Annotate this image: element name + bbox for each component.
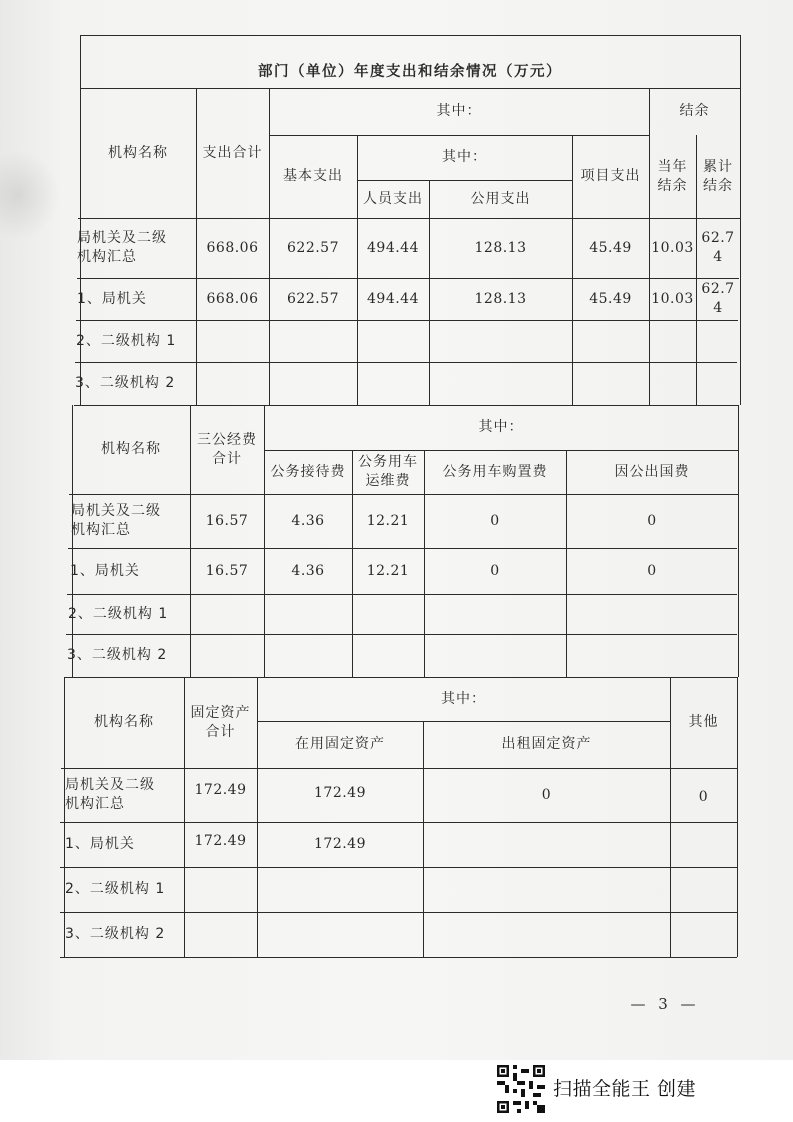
cell-leased: 0 [541,786,552,803]
row-name: 局机关及二级 机构汇总 [71,503,161,538]
header-vehicle-operation: 公务用车 运维费 [358,454,418,489]
cell-in-use: 172.49 [314,784,366,801]
header-public: 公用支出 [470,190,531,207]
cell-total: 16.57 [205,562,249,579]
header-org-name: 机构名称 [94,714,154,730]
cell-public: 128.13 [474,290,527,307]
header-of-which: 其中： [478,419,524,435]
row-name: 3、二级机构 2 [67,647,168,663]
cell-total: 668.06 [206,290,259,307]
cell-vehicle-purchase: 0 [490,562,500,579]
header-surplus: 结余 [679,103,710,119]
paper-crease-shadow [0,150,60,240]
row-name: 3、二级机构 2 [75,375,176,391]
row-name: 1、局机关 [65,836,135,852]
header-personnel: 人员支出 [363,190,423,207]
header-three-public-total: 三公经费 合计 [197,431,257,467]
header-in-use-assets: 在用固定资产 [295,736,385,752]
header-vehicle-purchase: 公务用车购置费 [442,463,548,480]
qr-code-icon [497,1065,545,1113]
cell-in-use: 172.49 [314,836,366,852]
header-org-name: 机构名称 [101,441,161,457]
header-cum-surplus: 累计 结余 [703,158,733,194]
scanner-brand-label: 扫描全能王 创建 [553,1078,697,1100]
header-of-which: 其中： [441,690,486,707]
cell-year-surplus: 10.03 [651,290,694,307]
cell-basic: 622.57 [287,239,339,256]
header-abroad: 因公出国费 [614,463,690,480]
row-name: 1、局机关 [77,290,147,307]
header-year-surplus: 当年 结余 [657,158,688,194]
cell-cum-surplus: 62.7 4 [701,281,735,316]
row-name: 3、二级机构 2 [65,926,166,942]
cell-basic: 622.57 [287,290,339,307]
row-name: 2、二级机构 1 [76,332,177,349]
header-other: 其他 [688,714,719,730]
page-number: — 3 — [630,995,700,1013]
header-of-which: 其中： [436,103,482,119]
row-name: 2、二级机构 1 [65,881,166,897]
cell-year-surplus: 10.03 [651,239,694,256]
header-total-expense: 支出合计 [202,144,263,161]
cell-project: 45.49 [589,239,632,256]
row-name: 局机关及二级 机构汇总 [65,777,155,812]
cell-project: 45.49 [589,290,632,307]
cell-personnel: 494.44 [367,290,419,307]
cell-vehicle-operation: 12.21 [366,512,410,529]
header-reception: 公务接待费 [270,463,346,480]
header-org-name: 机构名称 [108,144,168,161]
cell-vehicle-operation: 12.21 [366,562,410,579]
table-title: 部门（单位）年度支出和结余情况（万元） [258,63,562,80]
header-fixed-assets-total: 固定资产 合计 [190,704,251,740]
cell-abroad: 0 [647,562,657,579]
cell-personnel: 494.44 [367,239,419,256]
cell-total: 16.57 [205,512,249,529]
cell-vehicle-purchase: 0 [490,512,500,529]
header-basic-expense: 基本支出 [283,168,343,184]
cell-reception: 4.36 [291,512,325,529]
cell-other: 0 [698,788,709,805]
header-project: 项目支出 [580,168,641,184]
cell-total: 668.06 [206,239,259,256]
header-of-which-sub: 其中： [442,149,487,165]
cell-total: 172.49 [194,832,247,849]
row-name: 1、局机关 [70,562,140,579]
cell-public: 128.13 [474,239,527,256]
row-name: 2、二级机构 1 [68,605,169,622]
cell-abroad: 0 [647,512,657,529]
header-leased-assets: 出租固定资产 [501,736,592,752]
cell-total: 172.49 [194,781,247,798]
row-name: 局机关及二级 机构汇总 [77,230,167,265]
cell-reception: 4.36 [291,562,325,579]
cell-cum-surplus: 62.7 4 [701,230,735,265]
